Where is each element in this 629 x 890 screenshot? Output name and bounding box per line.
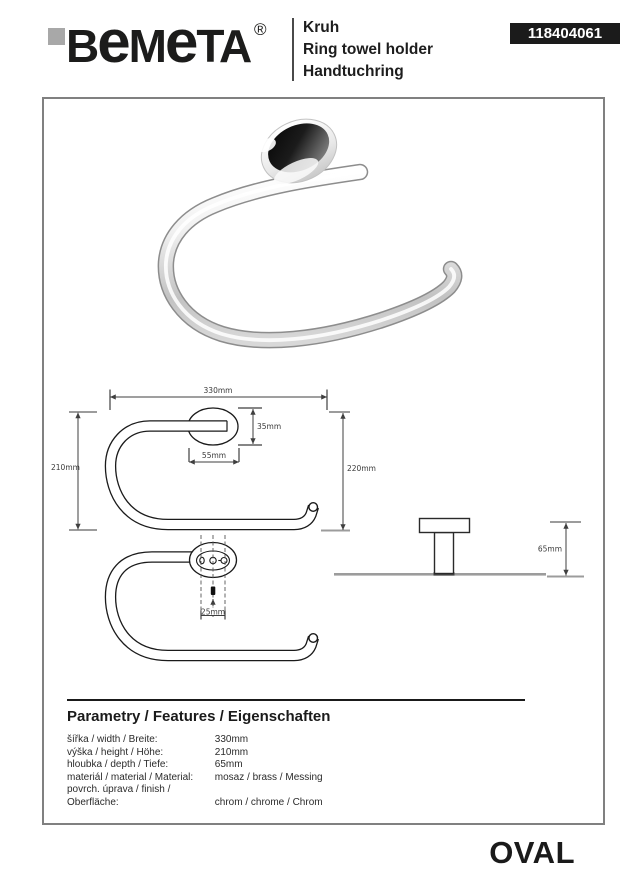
product-code-badge: 118404061 (510, 23, 620, 44)
product-photo (166, 107, 454, 340)
brand-letter: e (97, 8, 129, 75)
dim-total-width: 330mm (203, 386, 233, 395)
spec-row-material (67, 772, 323, 785)
spec-label: šířka / width / Breite: (67, 734, 158, 745)
specs-table (67, 734, 323, 809)
product-name-de: Handtuchring (303, 63, 404, 80)
dim-screw-pitch: 25mm (200, 607, 226, 617)
screw-symbol (211, 587, 216, 596)
side-view-drawing (334, 519, 584, 577)
dim-plate-width: 55mm (201, 451, 227, 460)
brand-letter: T (196, 20, 219, 72)
brand-logo (66, 8, 251, 75)
product-names (303, 17, 433, 83)
dim-depth: 65mm (537, 544, 562, 554)
dim-plate-height: 35mm (257, 422, 282, 431)
product-name-en: Ring towel holder (303, 41, 434, 58)
spec-value: mosaz / brass / Messing (214, 771, 323, 783)
spec-label: povrch. úprava / finish / Oberfläche: (67, 784, 171, 808)
specs-heading: Parametry / Features / Eigenschaften (67, 708, 331, 725)
brand-letter: e (164, 8, 197, 75)
spec-label: materiál / material / Material: (67, 771, 194, 783)
header-divider (292, 18, 294, 81)
brand-letter: A (219, 20, 251, 72)
registered-mark: ® (254, 20, 267, 39)
dim-height-right: 220mm (347, 464, 376, 473)
dim-height-left: 210mm (51, 463, 80, 472)
product-name-cz: Kruh (303, 19, 340, 36)
spec-row-depth (67, 759, 323, 772)
spec-value: 65mm (214, 759, 243, 770)
spec-value: chrom / chrome / Chrom (214, 796, 323, 808)
brand-letter: B (66, 20, 98, 72)
mount-view-drawing (111, 535, 318, 656)
specs-divider (67, 699, 525, 701)
spec-label: výška / height / Höhe: (67, 746, 164, 758)
spec-row-finish (67, 784, 323, 809)
series-name: OVAL (489, 835, 575, 870)
logo-square (48, 28, 65, 45)
spec-value: 210mm (214, 746, 249, 758)
spec-row-height (67, 747, 323, 760)
spec-value: 330mm (214, 734, 249, 745)
front-view-drawing (51, 386, 376, 531)
spec-label: hloubka / depth / Tiefe: (67, 759, 169, 770)
brand-letter: M (128, 20, 165, 72)
spec-row-width (67, 734, 323, 747)
